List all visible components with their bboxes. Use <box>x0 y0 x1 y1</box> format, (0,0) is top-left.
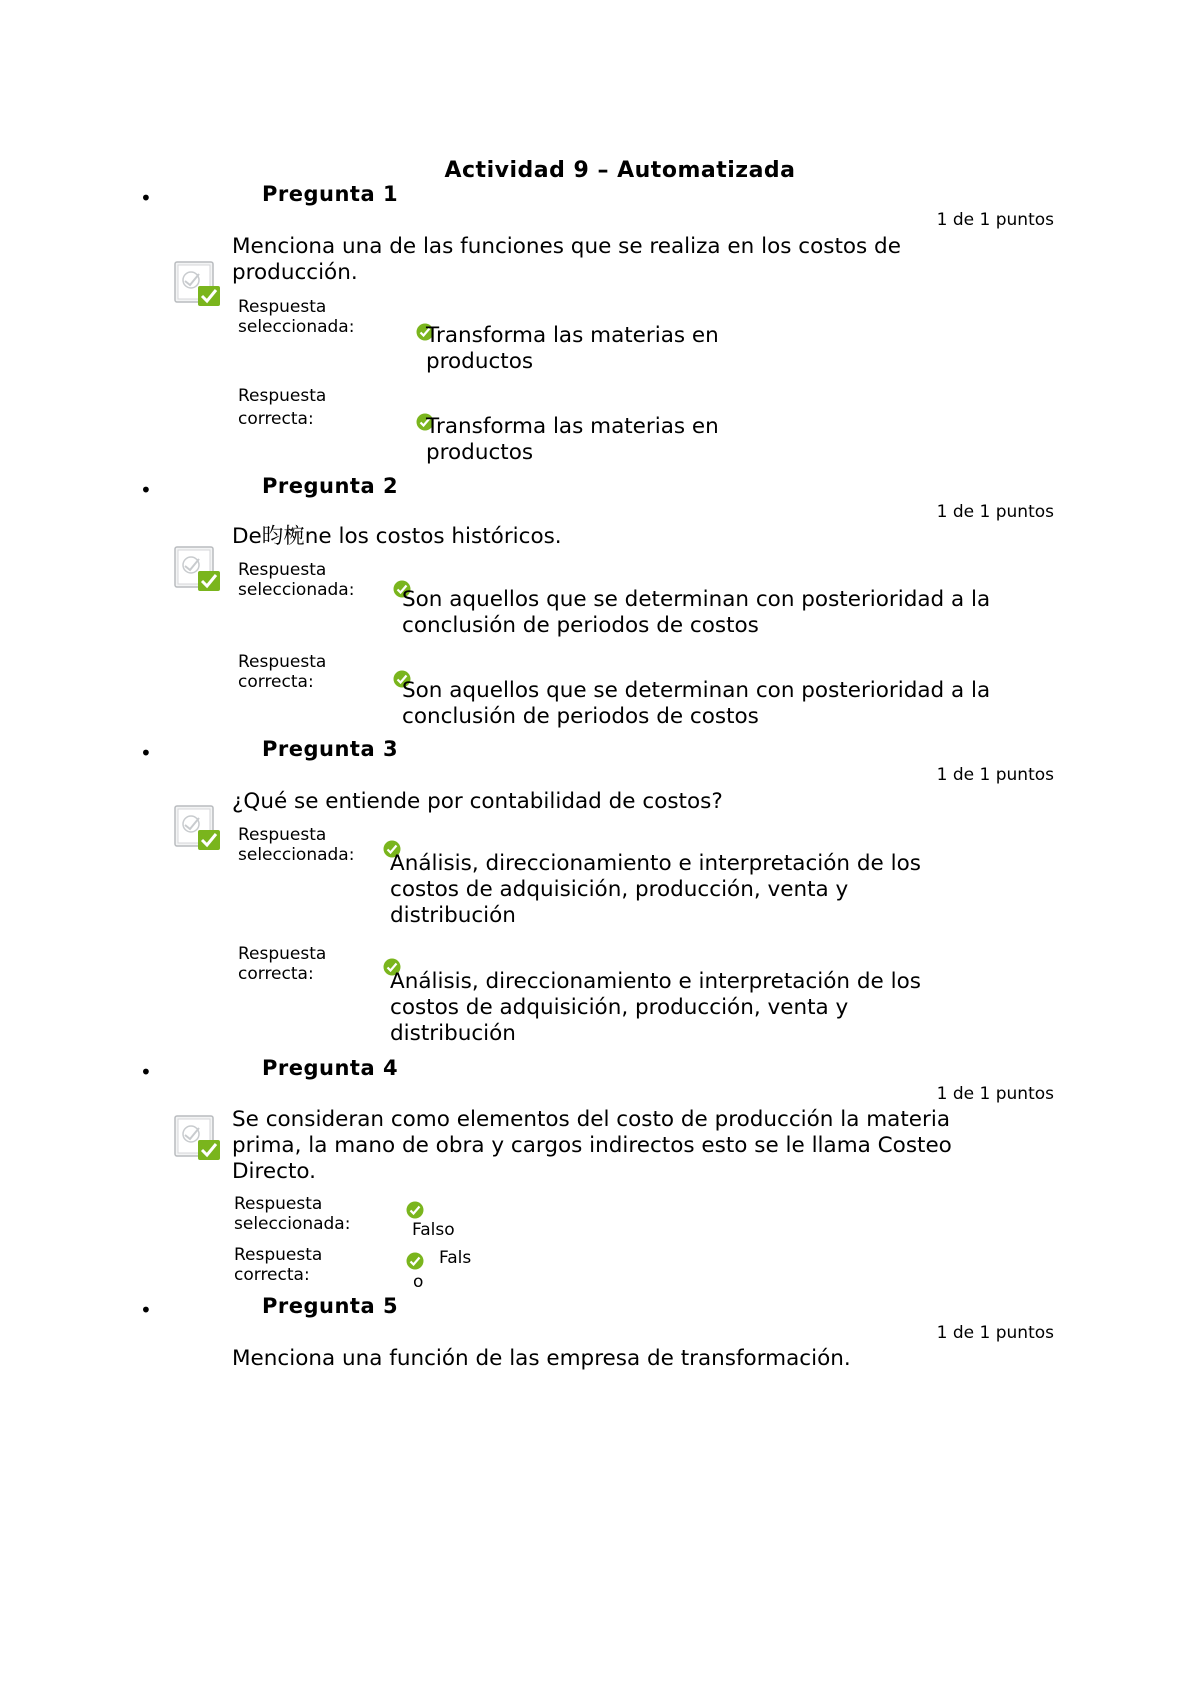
graded-correct-icon <box>174 1114 222 1162</box>
bullet: • <box>140 1060 152 1084</box>
correct-answer: Fals <box>439 1248 472 1268</box>
question-text: De昀椀ne los costos históricos. <box>232 524 562 549</box>
correct-answer-label: Respuesta correcta: <box>238 386 327 429</box>
correct-check-icon <box>406 1252 424 1270</box>
selected-answer-label: Respuesta seleccionada: <box>238 560 355 600</box>
selected-answer: Análisis, direccionamiento e interpretación de los costos de adquisición, producción, venta y distribución <box>390 851 921 928</box>
question-points: 1 de 1 puntos <box>936 1323 1054 1343</box>
question-label: Pregunta 1 <box>262 182 399 206</box>
correct-answer-label: Respuesta correcta: <box>234 1245 323 1285</box>
question-text: Menciona una de las funciones que se realiza en los costos de producción. <box>232 234 901 285</box>
question-points: 1 de 1 puntos <box>936 1084 1054 1104</box>
graded-correct-icon <box>174 804 222 852</box>
correct-answer-wrap: o <box>413 1272 424 1292</box>
bullet: • <box>140 186 152 210</box>
selected-answer: Falso <box>412 1220 455 1240</box>
question-points: 1 de 1 puntos <box>936 210 1054 230</box>
bullet: • <box>140 741 152 765</box>
selected-answer-label: Respuesta seleccionada: <box>238 297 355 337</box>
correct-answer: Transforma las materias en productos <box>426 414 719 465</box>
correct-answer-label: Respuesta correcta: <box>238 944 327 984</box>
question-label: Pregunta 3 <box>262 737 399 761</box>
correct-answer: Son aquellos que se determinan con posterioridad a la conclusión de periodos de costos <box>402 678 991 729</box>
page-title: Actividad 9 – Automatizada <box>444 158 796 183</box>
question-points: 1 de 1 puntos <box>936 502 1054 522</box>
question-text: ¿Qué se entiende por contabilidad de costos? <box>232 789 723 814</box>
bullet: • <box>140 478 152 502</box>
selected-answer-label: Respuesta seleccionada: <box>238 825 355 865</box>
question-text: Se consideran como elementos del costo de producción la materia prima, la mano de obra y cargos indirectos esto se le llama Costeo Directo. <box>232 1107 952 1184</box>
correct-check-icon <box>406 1201 424 1219</box>
correct-answer-label: Respuesta correcta: <box>238 652 327 692</box>
correct-answer: Análisis, direccionamiento e interpretación de los costos de adquisición, producción, venta y distribución <box>390 969 921 1046</box>
question-label: Pregunta 4 <box>262 1056 399 1080</box>
graded-correct-icon <box>174 545 222 593</box>
question-text: Menciona una función de las empresa de transformación. <box>232 1346 851 1371</box>
question-label: Pregunta 2 <box>262 474 399 498</box>
selected-answer-label: Respuesta seleccionada: <box>234 1194 351 1234</box>
selected-answer: Transforma las materias en productos <box>426 323 719 374</box>
bullet: • <box>140 1298 152 1322</box>
graded-correct-icon <box>174 260 222 308</box>
question-label: Pregunta 5 <box>262 1294 399 1318</box>
selected-answer: Son aquellos que se determinan con posterioridad a la conclusión de periodos de costos <box>402 587 991 638</box>
question-points: 1 de 1 puntos <box>936 765 1054 785</box>
